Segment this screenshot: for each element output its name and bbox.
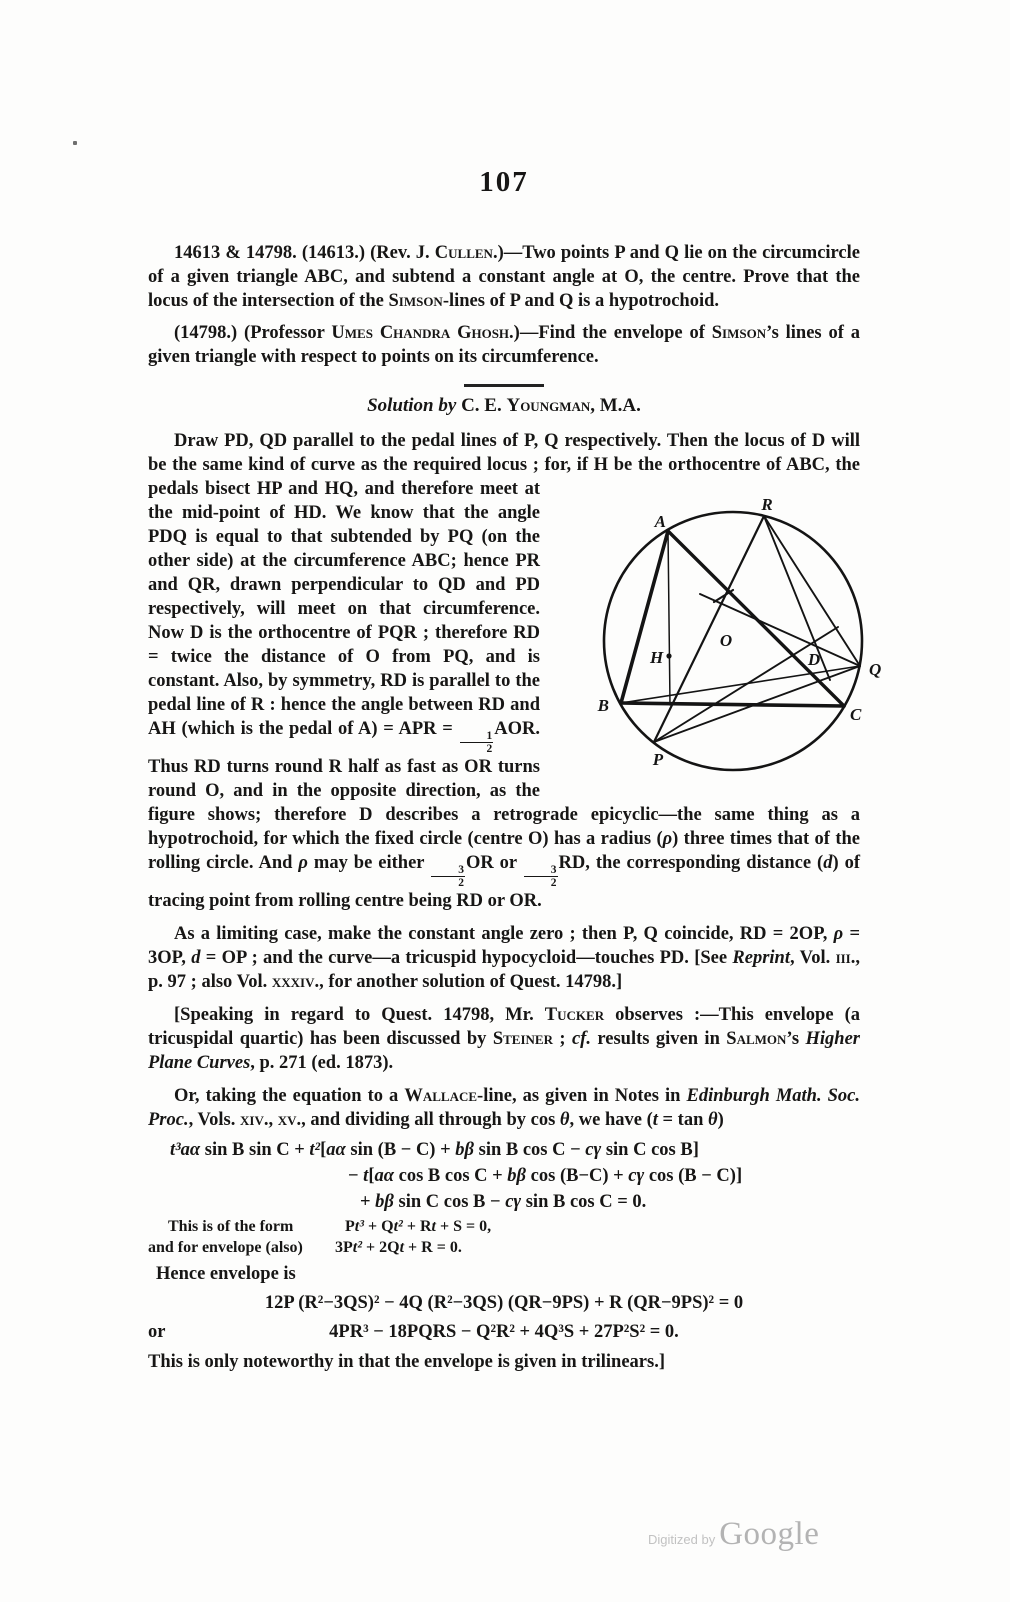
solution-byline: Solution by C. E. Youngman, M.A. <box>367 395 641 416</box>
closing-remark: This is only noteworthy in that the envelope is given in trilinears.] <box>148 1352 665 1373</box>
figure-label-D: D <box>807 650 821 669</box>
figure-label-O: O <box>719 631 733 650</box>
page-number: 107 <box>479 166 529 198</box>
cubic-form-label: This is of the form <box>168 1218 294 1236</box>
scan-speck <box>73 141 77 145</box>
figure-label-Q: Q <box>869 660 882 679</box>
figure-label-C: C <box>850 705 862 724</box>
trilinear-envelope-row-2 <box>148 1319 860 1345</box>
circumcircle <box>604 512 862 770</box>
altitude-AH <box>668 531 670 705</box>
question-paragraph-14798: (14798.) (Professor Umes Chandra Ghosh.)—Find the envelope of Simson’s lines of a given triangle with respect to points on its circumference. <box>148 323 860 367</box>
page-content <box>148 166 882 1375</box>
point-H-dot <box>666 653 671 658</box>
triangle-side-BC <box>621 703 844 706</box>
figure-label-H: H <box>650 648 664 667</box>
wallace-equation-line-1: t³aα sin B sin C + t²[aα sin (B − C) + bβ sin B cos C − cγ sin C cos B] <box>170 1140 699 1161</box>
envelope-condition-row <box>148 1239 860 1257</box>
hence-envelope-label: Hence envelope is <box>156 1264 296 1285</box>
geometry-figure <box>554 477 882 779</box>
triangle-side-AB <box>621 531 668 703</box>
trilinear-envelope-equation-1: 12P (R²−3QS)² − 4Q (R²−3QS) (QR−9PS) + R (QR−9PS)² = 0 <box>264 1293 744 1314</box>
google-watermark <box>648 1516 819 1553</box>
limiting-case-paragraph: As a limiting case, make the constant angle zero ; then P, Q coincide, RD = 2OP, ρ = 3OP, d = OP ; and the curve—a tricuspid hypocycloid—touches PD. [See Reprint, Vol. iii., p. 97 ; also Vol. xxxiv., for another solution of Quest. 14798.] <box>148 924 860 993</box>
wallace-equation-line-3: + bβ sin C cos B − cγ sin B cos C = 0. <box>360 1192 647 1213</box>
figure-label-P: P <box>652 750 664 769</box>
solution-paragraph-1 <box>148 429 882 913</box>
wallace-line-paragraph: Or, taking the equation to a Wallace-line, as given in Notes in Edinburgh Math. Soc. Proc., Vols. xiv., xv., and dividing all through by cos θ, we have (t = tan θ) <box>148 1086 860 1131</box>
google-logo-text: Google <box>719 1516 820 1552</box>
tucker-remark-paragraph: [Speaking in regard to Quest. 14798, Mr. Tucker observes :—This envelope (a tricuspidal quartic) has been discussed by Steiner ; cf. results given in Salmon’s Higher Plane Curves, p. 271 (ed. 1873). <box>148 1005 860 1074</box>
solution-paragraph-1-body: if H be the orthocentre of ABC, the pedals bisect HP and HQ, and therefore meet at the mid-point of HD. We know that the angle PDQ is equal to that subtended by PQ (on the other side) at the circumference ABC; hence PR and QR, drawn perpendicular to QD and PD respectively, will meet on that circumference. Now D is the orthocentre of PQR ; therefore RD = twice the distance of O from PQ, and is constant. Also, by symmetry, RD is parallel to the pedal line of R : hence the angle between RD and AH (which is the pedal of A) = APR = $\frac{1}{2}$ AOR. Thus RD turns round R half as fast as OR turns round O, and in the opposite direction, as the figure shows; therefore D describes a retrograde epicyclic—the same thing as a hypotrochoid, for which the fixed circle (centre O) has a radius (ρ) three times that of the rolling circle. And ρ may be either $\frac{3}{2}$ OR or $\frac{3}{2}$ RD, the corresponding distance (d) of tracing point from rolling centre being RD or OR. <box>148 455 860 912</box>
separator-rule <box>464 384 544 387</box>
figure-label-A: A <box>654 512 666 531</box>
cubic-form-row <box>148 1218 860 1236</box>
figure-label-B: B <box>597 696 609 715</box>
envelope-condition-equation: 3Pt² + 2Qt + R = 0. <box>335 1239 462 1257</box>
figure-label-R: R <box>761 495 773 514</box>
wallace-equation-line-2: − t[aα cos B cos C + bβ cos (B−C) + cγ cos (B − C)] <box>348 1166 743 1187</box>
solution-paragraph-1-lead: Draw PD, QD parallel to the pedal lines of P, Q respectively. Then the locus of D will be the same kind of curve as the required locus ; for, <box>148 431 860 475</box>
digitized-by-text: Digitized by <box>648 1532 716 1547</box>
question-paragraph-14613: 14613 & 14798. (14613.) (Rev. J. Cullen.)—Two points P and Q lie on the circumcircle of a given triangle ABC, and subtend a constant angle at O, the centre. Prove that the locus of the intersection of the Simson-lines of P and Q is a hypotrochoid. <box>148 243 860 311</box>
or-label: or <box>148 1322 166 1343</box>
trilinear-envelope-equation-2: 4PR³ − 18PQRS − Q²R² + 4Q³S + 27P²S² = 0. <box>329 1322 679 1343</box>
cubic-form-equation: Pt³ + Qt² + Rt + S = 0, <box>345 1218 492 1236</box>
envelope-condition-label: and for envelope (also) <box>148 1239 303 1257</box>
